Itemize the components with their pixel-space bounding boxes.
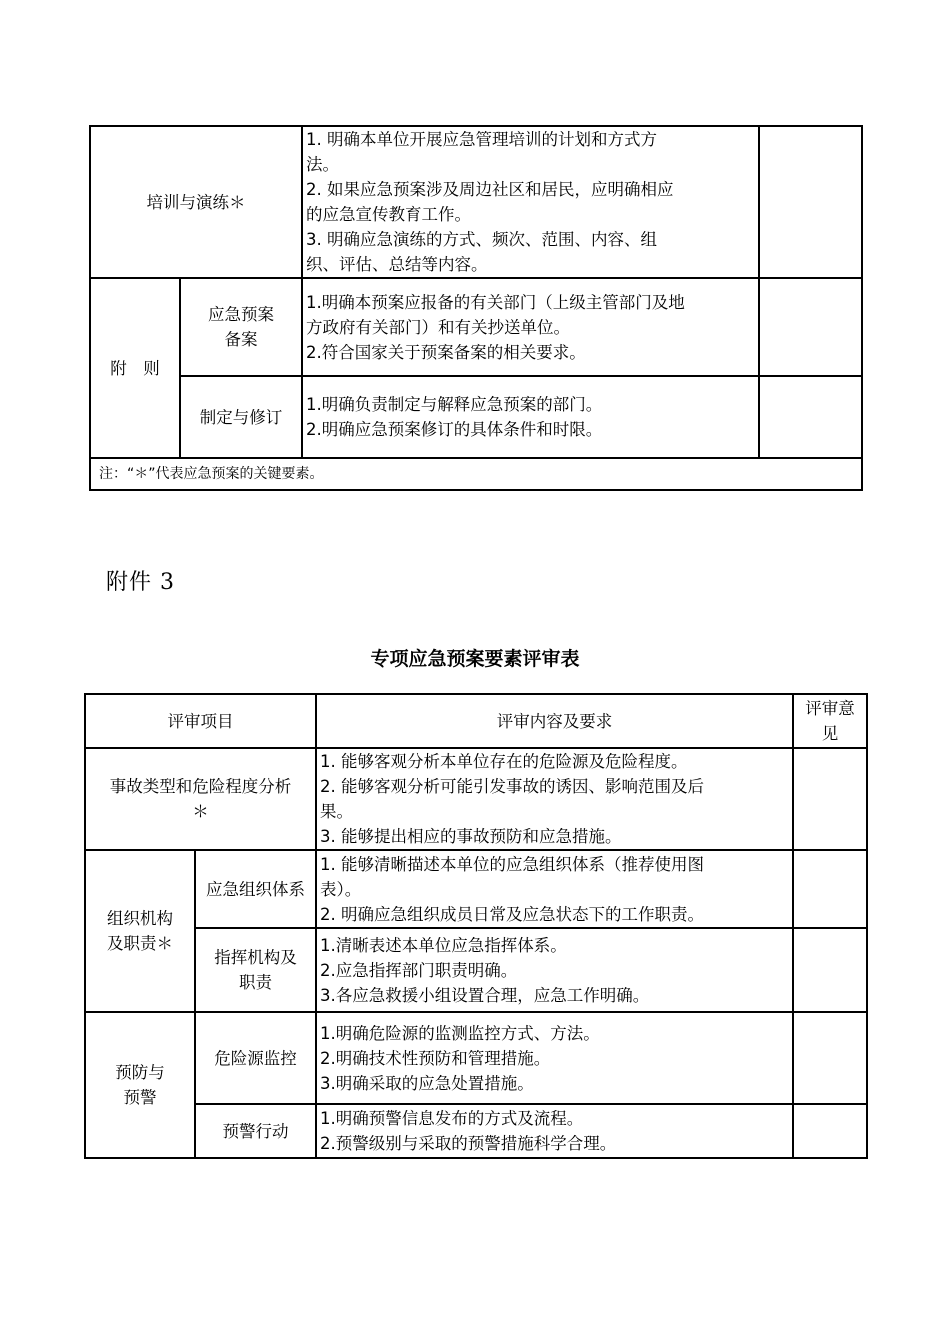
content-line: 织、评估、总结等内容。 (306, 255, 488, 274)
emergency-org-system-content (316, 850, 793, 928)
content-line: 法。 (306, 155, 339, 174)
content-line: 1.明确预警信息发布的方式及流程。 (320, 1109, 584, 1128)
header-line: 见 (821, 724, 839, 743)
formulation-revision-content (302, 376, 759, 458)
content-line: 的应急宣传教育工作。 (306, 205, 471, 224)
content-line: 1.明确负责制定与解释应急预案的部门。 (306, 395, 603, 414)
content-line: 2.明确应急预案修订的具体条件和时限。 (306, 420, 603, 439)
content-line: 表）。 (320, 879, 362, 899)
organization-label (85, 850, 195, 1012)
opinion-cell (793, 850, 867, 928)
content-line: 2.符合国家关于预案备案的相关要求。 (306, 342, 586, 362)
content-line: 2. 明确应急组织成员日常及应急状态下的工作职责。 (320, 904, 704, 924)
opinion-cell (793, 1104, 867, 1158)
content-line: 3.各应急救援小组设置合理，应急工作明确。 (320, 985, 650, 1005)
table-row (85, 1012, 867, 1104)
key-element-note: 注：“＊”代表应急预案的关键要素。 (90, 458, 862, 490)
hazard-monitoring-label: 危险源监控 (195, 1012, 316, 1104)
opinion-cell (793, 928, 867, 1012)
table-row (90, 458, 862, 490)
header-review-content: 评审内容及要求 (316, 694, 793, 748)
content-line: 2.明确技术性预防和管理措施。 (320, 1048, 551, 1068)
training-drill-label: 培训与演练＊ (90, 126, 302, 278)
emergency-org-system-label: 应急组织体系 (195, 850, 316, 928)
content-line: 3. 明确应急演练的方式、频次、范围、内容、组 (306, 230, 657, 249)
accident-type-label (85, 748, 316, 850)
label-line: 职责 (239, 973, 272, 992)
hazard-monitoring-content (316, 1012, 793, 1104)
content-line: 3. 能够提出相应的事故预防和应急措施。 (320, 827, 622, 846)
label-line: 备案 (224, 330, 258, 349)
header-row (85, 694, 867, 748)
table-title: 专项应急预案要素评审表 (370, 648, 580, 670)
table-row (85, 748, 867, 850)
content-line: 1. 能够清晰描述本单位的应急组织体系（推荐使用图 (320, 854, 704, 874)
supplementary-provisions-label: 附 则 (90, 278, 180, 458)
accident-type-content (316, 748, 793, 850)
content-line: 3.明确采取的应急处置措施。 (320, 1073, 534, 1093)
appendix-heading: 附件 3 (106, 570, 175, 595)
opinion-cell (793, 748, 867, 850)
content-line: 2. 能够客观分析可能引发事故的诱因、影响范围及后 (320, 777, 704, 796)
table-row (90, 126, 862, 278)
plan-filing-label (180, 278, 302, 376)
warning-action-label: 预警行动 (195, 1104, 316, 1158)
opinion-cell (759, 376, 862, 458)
warning-action-content (316, 1104, 793, 1158)
table-row (85, 850, 867, 928)
content-line: 果。 (320, 802, 353, 821)
prevention-warning-label (85, 1012, 195, 1158)
content-line: 2.应急指挥部门职责明确。 (320, 960, 518, 980)
formulation-revision-label: 制定与修订 (180, 376, 302, 458)
review-table-continued (89, 125, 863, 491)
content-line: 1.明确本预案应报备的有关部门（上级主管部门及地 (306, 292, 685, 312)
header-line: 评审意 (805, 699, 855, 718)
training-drill-content (302, 126, 759, 278)
label-line: 及职责＊ (107, 934, 173, 953)
content-line: 1. 明确本单位开展应急管理培训的计划和方式方 (306, 130, 657, 149)
command-structure-content (316, 928, 793, 1012)
content-line: 1. 能够客观分析本单位存在的危险源及危险程度。 (320, 752, 688, 771)
table-row (85, 928, 867, 1012)
table-row (85, 1104, 867, 1158)
label-line: 应急预案 (208, 305, 274, 324)
label-line: 事故类型和危险程度分析 (109, 777, 292, 796)
special-plan-review-table (84, 693, 868, 1159)
content-line: 2. 如果应急预案涉及周边社区和居民，应明确相应 (306, 180, 674, 199)
opinion-cell (793, 1012, 867, 1104)
command-structure-label (195, 928, 316, 1012)
label-line: 预警 (123, 1088, 157, 1107)
plan-filing-content (302, 278, 759, 376)
label-line: 指挥机构及 (214, 948, 297, 967)
content-line: 1.明确危险源的监测监控方式、方法。 (320, 1023, 600, 1043)
label-line: ＊ (192, 802, 209, 821)
content-line: 2.预警级别与采取的预警措施科学合理。 (320, 1134, 617, 1153)
label-line: 预防与 (115, 1063, 165, 1082)
opinion-cell (759, 126, 862, 278)
opinion-cell (759, 278, 862, 376)
header-review-item: 评审项目 (85, 694, 316, 748)
table-row (90, 376, 862, 458)
header-review-opinion (793, 694, 867, 748)
content-line: 方政府有关部门）和有关抄送单位。 (306, 317, 570, 337)
label-line: 组织机构 (107, 909, 173, 928)
content-line: 1.清晰表述本单位应急指挥体系。 (320, 935, 567, 955)
table-row (90, 278, 862, 376)
